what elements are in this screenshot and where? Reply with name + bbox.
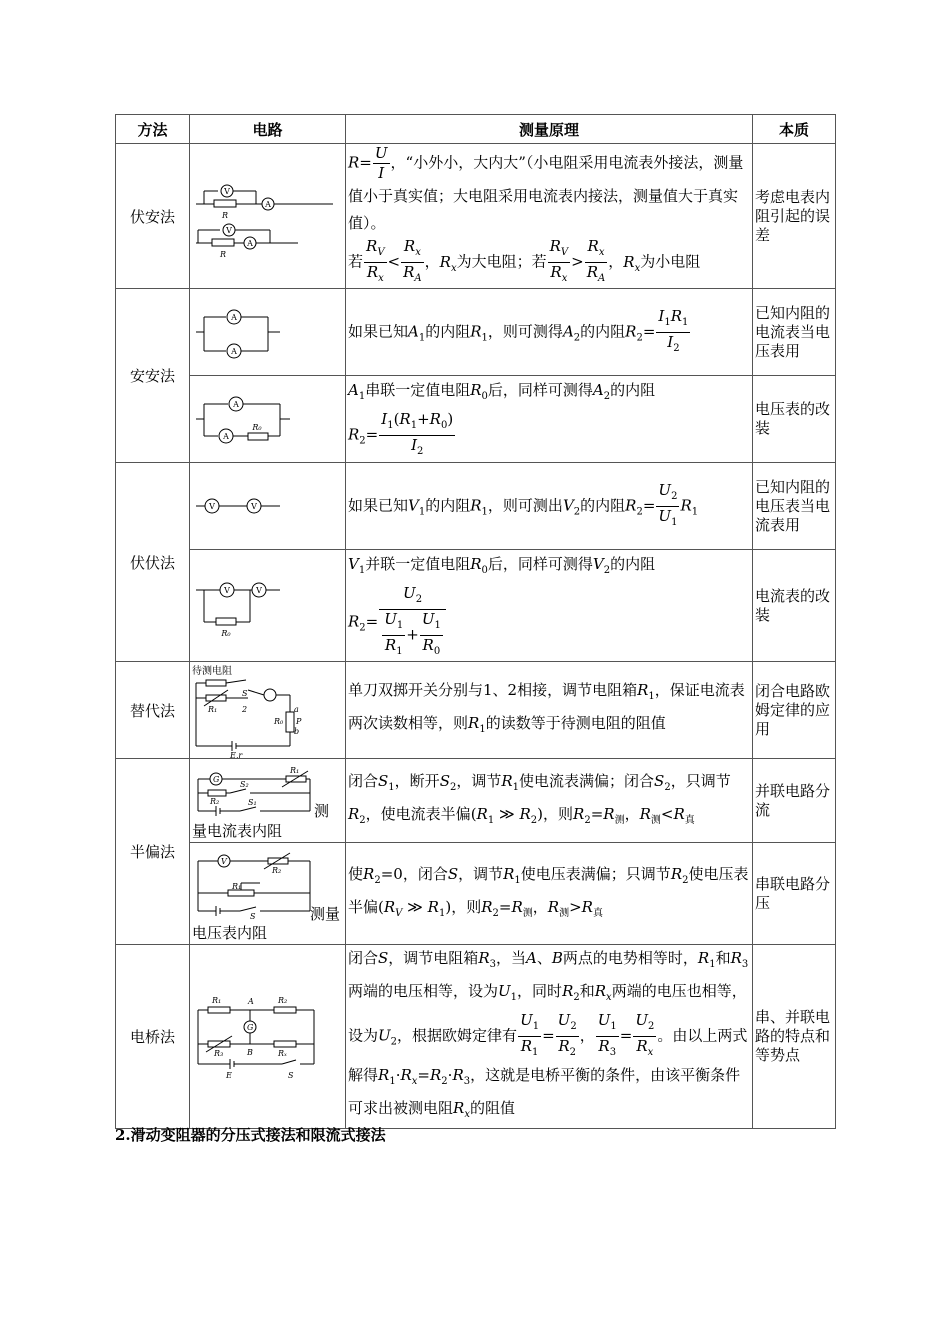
method-banpian: 半偏法 — [116, 759, 190, 945]
circuit-anan-a — [190, 289, 346, 376]
fufu-a-text-1: 如果已知 — [348, 496, 409, 514]
dq-text-12: 。由以上两式解得 — [348, 1026, 748, 1084]
banpian-b-sub-ce-1: 测 — [522, 907, 533, 919]
svg-text:R₀: R₀ — [252, 423, 262, 432]
banpian-b-text-1: 使 — [348, 864, 364, 883]
svg-text:R₃: R₃ — [214, 1048, 224, 1058]
banpian-b-text-3: ，调节 — [458, 864, 504, 883]
principle-banpian-a: 闭合$S_1$，断开$S_2$，调节$R_1$使电流表满偏；闭合$S_2$，只调节$R_2$，使电流表半偏($R_1$ ≫ $R_2$)，则$R_2=R_测$，$R_测<R_真$ — [346, 759, 753, 843]
svg-text:S₂: S₂ — [240, 780, 249, 789]
section-heading: 2.滑动变阻器的分压式接法和限流式接法 — [115, 1126, 386, 1144]
svg-text:V: V — [226, 226, 232, 235]
row-anan-b — [116, 376, 836, 463]
svg-text:a: a — [294, 705, 299, 714]
svg-text:Rₓ: Rₓ — [278, 1048, 287, 1058]
principle-tidai: 单刀双掷开关分别与1、2相接，调节电阻箱$R_1$，保证电流表两次读数相等，则$R_1$的读数等于待测电阻的阻值 — [346, 662, 753, 759]
essence-fuan: 考虑电表内阻引起的误差 — [753, 144, 836, 289]
header-row — [116, 115, 836, 144]
circuit-tidai — [190, 662, 346, 759]
banpian-b-text-5: 使电压表半偏 — [348, 864, 749, 916]
banpian-a-sub-zhen: 真 — [684, 814, 695, 826]
anan-a-text-3: ，则可测得 — [487, 322, 563, 340]
svg-text:R: R — [219, 250, 227, 259]
svg-text:G: G — [213, 775, 220, 784]
row-anan-a — [116, 289, 836, 376]
anan-a-text-4: 的内阻 — [580, 322, 626, 340]
row-fuan — [116, 144, 836, 289]
method-tidai: 替代法 — [116, 662, 190, 759]
svg-text:G: G — [247, 1022, 254, 1032]
row-banpian-a — [116, 759, 836, 843]
essence-fufu-a: 已知内阻的电压表当电流表用 — [753, 463, 836, 550]
svg-text:V: V — [224, 586, 230, 595]
banpian-b-caption-1: 测量 — [310, 905, 341, 923]
banpian-a-caption-1: 测 — [314, 802, 330, 820]
svg-text:R₂: R₂ — [272, 866, 282, 875]
fuan-text-2e: 为小电阻 — [640, 252, 701, 271]
svg-text:V: V — [221, 857, 227, 866]
principle-anan-a: 如果已知$A_1$的内阻$R_1$，则可测得$A_2$的内阻$R_2=$ $\frac{I_1R_1}{I_2}$ — [346, 289, 753, 376]
banpian-a-text-4: 使电流表满偏；闭合 — [519, 771, 655, 790]
row-banpian-b — [116, 843, 836, 945]
fuan-text-2a: 若 — [348, 252, 364, 271]
circuit-banpian-b — [190, 843, 346, 945]
fuan-text-2c: 为大电阻；若 — [456, 252, 547, 271]
svg-text:S: S — [288, 1070, 294, 1080]
circuit-dianqiao — [190, 945, 346, 1129]
dq-text-14: 的阻值 — [469, 1099, 515, 1117]
svg-text:A: A — [231, 347, 237, 356]
svg-text:b: b — [294, 727, 300, 736]
principle-dianqiao: 闭合S，调节电阻箱$R_3$，当A、B两点的电势相等时，$R_1$和$R_3$两端的电压相等，设为$U_1$，同时$R_2$和$R_x$两端的电压也相等，设为$U_2$，根据欧姆定律有 $\frac{U_1}{R_1}$ = $\frac{U_2}{R_2}$ ， $\frac{U_1}{R_3}$ = $\frac{U_2}{R_x}$ 。由以上两式解得$R_1\cdot R_x=R_2\cdot R_3$，这就是电桥平衡的条件，由该平衡条件可求出被测电阻$R_x$的阻值 — [346, 945, 753, 1129]
svg-text:R: R — [221, 211, 229, 220]
circuit-fufu-a — [190, 463, 346, 550]
principle-fufu-a: 如果已知$V_1$的内阻$R_1$，则可测出$V_2$的内阻$R_2=$ $\frac{U_2}{U_1}$ $R_1$ — [346, 463, 753, 550]
svg-text:A: A — [247, 239, 253, 248]
row-tidai — [116, 662, 836, 759]
svg-text:B: B — [247, 1047, 253, 1057]
header-essence: 本质 — [753, 115, 836, 144]
svg-text:P: P — [296, 717, 302, 726]
dq-text-5: 两点的电势相等时， — [562, 949, 698, 967]
anan-b-text-1: 串联一定值电阻 — [365, 381, 471, 399]
svg-text:E: E — [226, 1070, 232, 1080]
svg-text:S: S — [242, 689, 248, 698]
essence-banpian-b: 串联电路分压 — [753, 843, 836, 945]
header-circuit: 电路 — [190, 115, 346, 144]
svg-text:R₁: R₁ — [290, 766, 300, 775]
fufu-b-text-1: 并联一定值电阻 — [365, 554, 471, 573]
svg-text:A: A — [265, 200, 271, 209]
tidai-label: 待测电阻 — [192, 666, 232, 677]
svg-text:R₁: R₁ — [232, 882, 242, 891]
essence-anan-a: 已知内阻的电流表当电压表用 — [753, 289, 836, 376]
principle-fuan: R= $\frac{U}{I}$ ，“小外小，大内大”（小电阻采用电流表外接法，测量值小于真实值；大电阻采用电流表内接法，测量值大于真实值）。 若 $\frac{R_V}{R_x}$ < $\frac{R_x}{R_A}$ ，$R_x$为大电阻；若 $\frac{R_V}{R_x}$ > $\frac{R_x}{R_A}$ ，$R_x$为小电阻 — [346, 144, 753, 289]
header-principle: 测量原理 — [346, 115, 753, 144]
dq-text-11: ，根据欧姆定律有 — [397, 1026, 518, 1045]
svg-text:A: A — [233, 400, 239, 409]
row-fufu-a — [116, 463, 836, 550]
anan-b-text-3: 的内阻 — [610, 381, 656, 399]
svg-text:A: A — [223, 432, 229, 441]
dq-text-1: 闭合 — [348, 949, 379, 967]
banpian-b-text-4: 使电压表满偏；只调节 — [520, 864, 671, 883]
anan-a-text-1: 如果已知 — [348, 322, 409, 340]
essence-dianqiao: 串、并联电路的特点和等势点 — [753, 945, 836, 1129]
dq-text-6: 和 — [715, 949, 731, 967]
svg-text:S₁: S₁ — [248, 798, 257, 807]
principle-banpian-b: 使$R_2=0$，闭合S，调节$R_1$使电压表满偏；只调节$R_2$使电压表半偏($R_V$ ≫ $R_1$)，则$R_2=R_测$，$R_测>R_真$ — [346, 843, 753, 945]
principle-anan-b: $A_1$串联一定值电阻$R_0$后，同样可测得$A_2$的内阻 $R_2=$ $\frac{I_1(R_1+R_0)}{I_2}$ — [346, 376, 753, 463]
dq-text-3: ，当 — [495, 949, 526, 967]
header-method: 方法 — [116, 115, 190, 144]
fufu-b-text-2: 后，同样可测得 — [487, 554, 593, 573]
svg-text:V: V — [256, 586, 262, 595]
svg-text:R₀: R₀ — [221, 629, 231, 638]
principle-fufu-b: $V_1$并联一定值电阻$R_0$后，同样可测得$V_2$的内阻 $R_2=$ $U_2$ $\frac{U_1}{R_1}$ + $\frac{U_1}{R_0}$ — [346, 550, 753, 662]
circuit-fufu-b — [190, 550, 346, 662]
essence-fufu-b: 电流表的改装 — [753, 550, 836, 662]
fuan-text-2b: ， — [424, 252, 440, 271]
svg-text:R₂: R₂ — [278, 995, 288, 1005]
dq-text-2: ，调节电阻箱 — [388, 949, 479, 967]
circuit-banpian-a — [190, 759, 346, 843]
banpian-a-text-6: ，使电流表半偏 — [365, 804, 471, 823]
anan-a-text-2: 的内阻 — [425, 322, 471, 340]
svg-text:V: V — [251, 502, 257, 511]
essence-anan-b: 电压表的改装 — [753, 376, 836, 463]
fuan-text-2d: ， — [608, 252, 624, 271]
svg-text:V: V — [224, 187, 230, 196]
banpian-b-text-2: ，闭合 — [402, 864, 448, 883]
row-dianqiao — [116, 945, 836, 1129]
fufu-b-text-3: 的内阻 — [610, 554, 656, 573]
dq-text-10: 两端的电压也相等，设为 — [348, 982, 747, 1045]
svg-text:A: A — [231, 313, 237, 322]
method-anan: 安安法 — [116, 289, 190, 463]
tidai-text-2: ，保证电流表两次读数相等，则 — [348, 681, 745, 732]
banpian-a-sub-ce-1: 测 — [614, 814, 625, 826]
banpian-b-text-6: ，则 — [451, 897, 482, 916]
tidai-text-1: 单刀双掷开关分别与1、2相接，调节电阻箱 — [348, 681, 638, 699]
fufu-a-text-4: 的内阻 — [580, 496, 626, 514]
banpian-a-caption-2: 量电流表内阻 — [192, 822, 283, 840]
svg-text:R₂: R₂ — [210, 797, 220, 806]
dq-text-8: ，同时 — [517, 982, 563, 1000]
fuan-text-1: ，“小外小，大内大”（小电阻采用电流表外接法，测量值小于真实值；大电阻采用电流表内接法，测量值大于真实值）。 — [348, 153, 744, 232]
svg-text:V: V — [209, 502, 215, 511]
banpian-a-text-3: ，调节 — [456, 771, 502, 790]
banpian-a-text-5: ，只调节 — [670, 771, 731, 790]
methods-table — [115, 114, 836, 1129]
banpian-a-text-2: ，断开 — [394, 771, 440, 790]
method-dianqiao: 电桥法 — [116, 945, 190, 1129]
fufu-a-text-3: ，则可测出 — [487, 496, 563, 514]
svg-text:A: A — [248, 996, 254, 1006]
fufu-a-text-2: 的内阻 — [425, 496, 471, 514]
anan-b-text-2: 后，同样可测得 — [487, 381, 593, 399]
svg-text:2: 2 — [242, 705, 248, 714]
circuit-fuan — [190, 144, 346, 289]
banpian-b-sub-ce-2: 测 — [559, 907, 570, 919]
row-fufu-b — [116, 550, 836, 662]
banpian-a-text-1: 闭合 — [348, 771, 379, 790]
dq-text-9: 和 — [579, 982, 595, 1000]
dq-text-7: 两端的电压相等，设为 — [348, 982, 499, 1000]
banpian-b-sub-zhen: 真 — [592, 907, 603, 919]
banpian-a-text-7: ，则 — [543, 804, 574, 823]
tidai-text-3: 的读数等于待测电阻的阻值 — [485, 714, 666, 732]
banpian-b-caption-2: 电压表内阻 — [192, 924, 268, 942]
method-fuan: 伏安法 — [116, 144, 190, 289]
svg-text:R₀: R₀ — [274, 717, 284, 726]
svg-text:E,r: E,r — [230, 751, 243, 758]
banpian-a-sub-ce-2: 测 — [650, 814, 661, 826]
dq-text-13: ，这就是电桥平衡的条件，由该平衡条件可求出被测电阻 — [348, 1066, 741, 1117]
svg-text:R₁: R₁ — [212, 995, 222, 1005]
essence-tidai: 闭合电路欧姆定律的应用 — [753, 662, 836, 759]
method-fufu: 伏伏法 — [116, 463, 190, 662]
svg-text:S: S — [250, 912, 256, 921]
circuit-anan-b — [190, 376, 346, 463]
dq-text-4: 、 — [536, 949, 552, 967]
essence-banpian-a: 并联电路分流 — [753, 759, 836, 843]
svg-text:R₁: R₁ — [208, 705, 218, 714]
